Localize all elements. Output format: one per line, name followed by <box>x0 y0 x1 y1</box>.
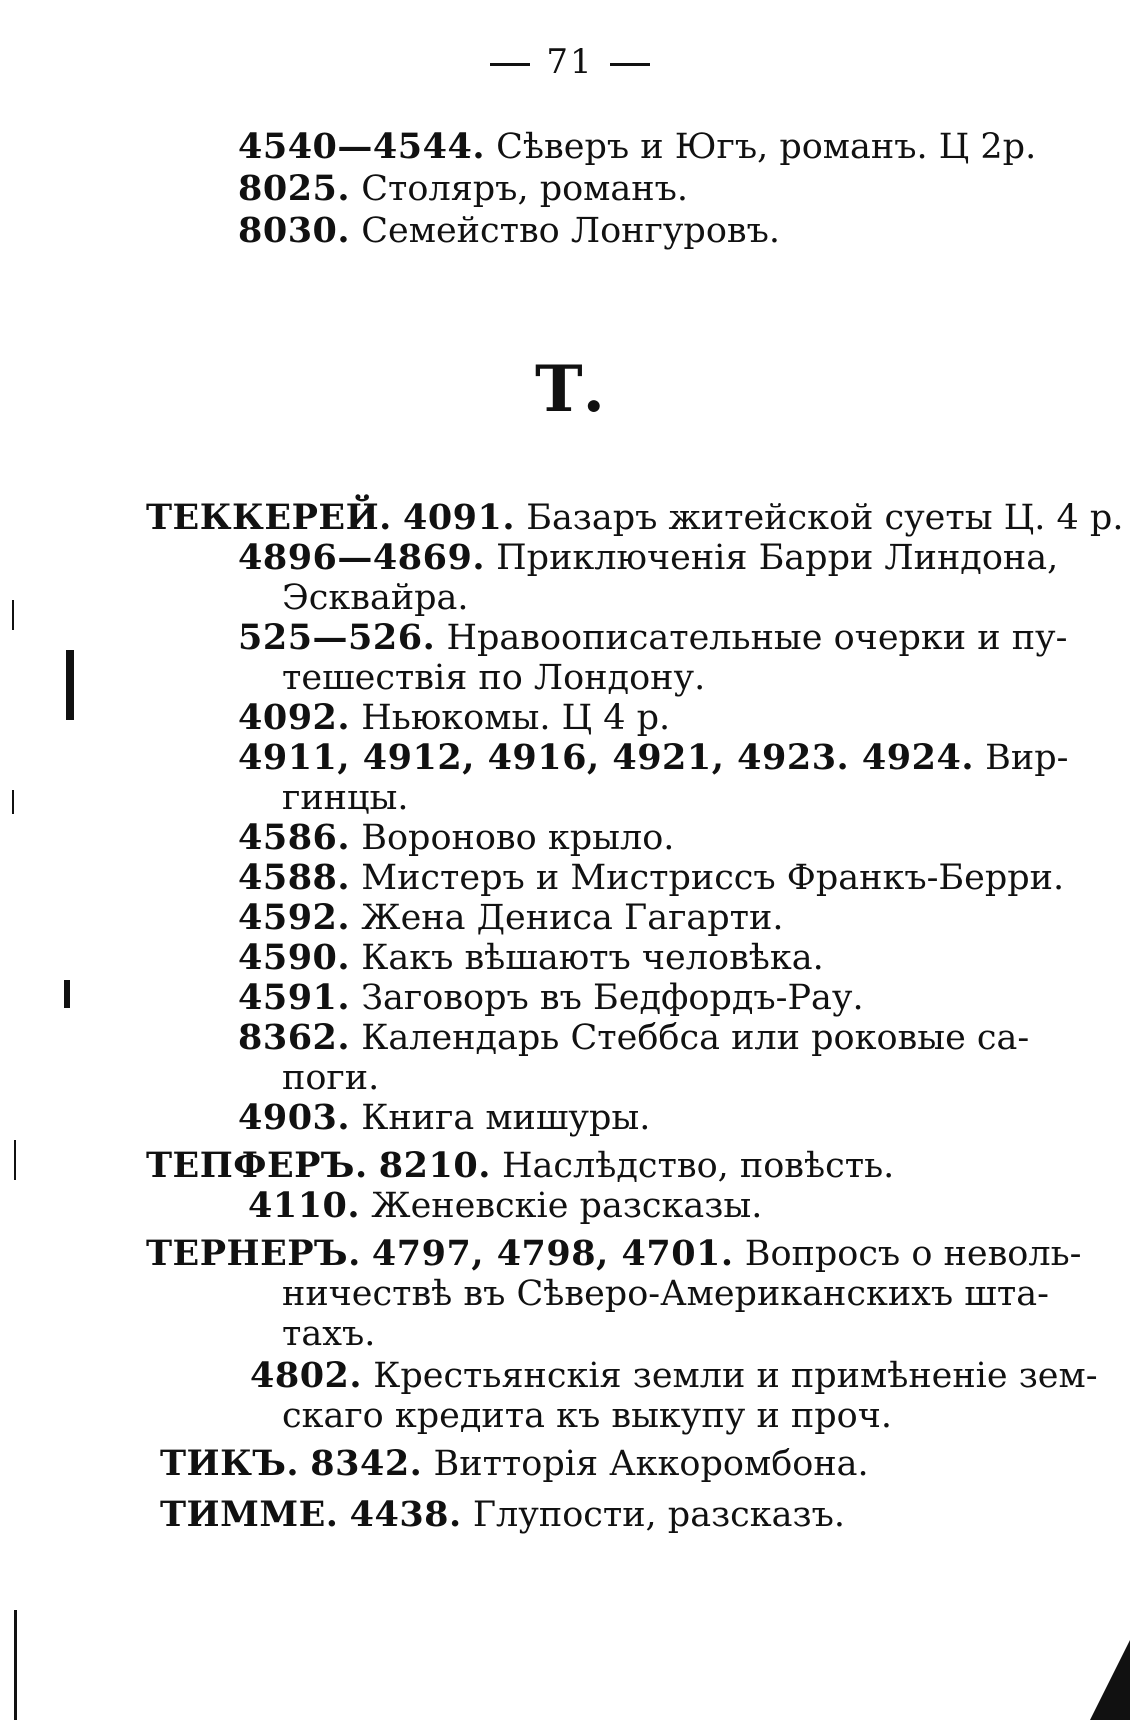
entry-line <box>248 1185 762 1227</box>
entry-title: Базаръ житейской суеты Ц. 4 р. <box>526 498 1124 538</box>
author-name: ТЕККЕРЕЙ. <box>146 497 392 538</box>
continuation-line <box>282 777 408 819</box>
scan-speck <box>12 790 14 814</box>
author-name: ТИММЕ. <box>160 1494 339 1535</box>
author-entry <box>160 1443 869 1485</box>
entry-line <box>238 168 688 210</box>
entry-line <box>238 977 864 1019</box>
entry-title: Приключенія Барри Линдона, <box>496 538 1059 578</box>
continuation-line <box>282 1313 375 1355</box>
entry-number: 4091. <box>402 497 516 538</box>
entry-number: 4092. <box>238 697 351 738</box>
entry-line <box>250 1355 1098 1397</box>
continuation-line <box>282 1273 1049 1315</box>
entry-number: 4592. <box>238 897 351 938</box>
entry-title: Жена Дениса Гагарти. <box>361 898 784 938</box>
entry-line <box>238 1097 650 1139</box>
entry-line <box>238 210 780 252</box>
entry-title: Наслѣдство, повѣсть. <box>502 1146 895 1186</box>
entry-title: Столяръ, романъ. <box>361 169 688 209</box>
entry-title: Витторія Аккоромбона. <box>433 1444 869 1484</box>
entry-number: 4438. <box>349 1494 462 1535</box>
scan-corner-shadow <box>1090 1640 1130 1720</box>
entry-title: Семейство Лонгуровъ. <box>361 211 780 251</box>
entry-title: Вир- <box>985 738 1069 778</box>
entry-title: Крестьянскія земли и примѣненіе зем- <box>373 1356 1098 1396</box>
entry-title: Какъ вѣшаютъ человѣка. <box>361 938 824 978</box>
author-entry <box>146 1145 894 1187</box>
entry-number: 525—526. <box>238 617 436 658</box>
entry-title: Глупости, разсказъ. <box>472 1495 845 1535</box>
entry-number: 4586. <box>238 817 351 858</box>
entry-title: Женевскіе разсказы. <box>371 1186 763 1226</box>
entry-number: 8030. <box>238 210 351 251</box>
scan-blot <box>66 650 74 720</box>
entry-line <box>238 697 670 739</box>
continuation-line <box>282 577 469 619</box>
author-entry <box>146 1233 1081 1275</box>
entry-number: 4903. <box>238 1097 351 1138</box>
dash-right <box>610 63 650 66</box>
entry-title: поги. <box>282 1058 380 1098</box>
author-entry <box>160 1494 845 1536</box>
entry-title: Эсквайра. <box>282 578 469 618</box>
entry-line <box>238 126 1036 168</box>
continuation-line <box>282 1395 892 1437</box>
entry-number: 4110. <box>248 1185 361 1226</box>
entry-line <box>238 897 784 939</box>
entry-number: 4588. <box>238 857 351 898</box>
entry-number: 4802. <box>250 1355 363 1396</box>
continuation-line <box>282 1057 379 1099</box>
entry-line <box>238 817 674 859</box>
author-name: ТЕПФЕРЪ. <box>146 1145 368 1186</box>
scan-blot <box>64 980 70 1008</box>
entry-line <box>238 737 1068 779</box>
entry-title: Вопросъ о неволь- <box>744 1234 1082 1274</box>
entry-line <box>238 857 1064 899</box>
entry-title: скаго кредита къ выкупу и проч. <box>282 1396 892 1436</box>
author-entry <box>146 497 1123 539</box>
entry-title: Календарь Стеббса или роковые са- <box>361 1018 1030 1058</box>
scan-speck <box>14 1140 16 1180</box>
entry-line <box>238 937 824 979</box>
entry-title: ничествѣ въ Сѣверо-Американскихъ шта- <box>282 1274 1049 1314</box>
entry-number: 4591. <box>238 977 351 1018</box>
section-letter: Т. <box>535 352 605 427</box>
entry-line <box>238 1017 1029 1059</box>
entry-title: Ньюкомы. Ц 4 р. <box>361 698 671 738</box>
entry-line <box>238 617 1067 659</box>
entry-number: 4540—4544. <box>238 126 486 167</box>
dash-left <box>490 63 530 66</box>
entry-title: Сѣверъ и Югъ, романъ. Ц 2р. <box>496 127 1037 167</box>
entry-number: 4797, 4798, 4701. <box>371 1233 734 1274</box>
page-number: 71 <box>0 42 1140 82</box>
entry-title: Книга мишуры. <box>361 1098 651 1138</box>
entry-title: Заговоръ въ Бедфордъ-Рау. <box>361 978 864 1018</box>
entry-line <box>238 537 1058 579</box>
entry-title: Нравоописательные очерки и пу- <box>446 618 1068 658</box>
entry-title: гинцы. <box>282 778 409 818</box>
entry-title: тешествія по Лондону. <box>282 658 706 698</box>
scan-speck <box>12 600 14 630</box>
entry-number: 4590. <box>238 937 351 978</box>
entry-number: 8362. <box>238 1017 351 1058</box>
author-name: ТЕРНЕРЪ. <box>146 1233 361 1274</box>
entry-title: Вороново крыло. <box>361 818 675 858</box>
entry-number: 8210. <box>378 1145 491 1186</box>
scan-edge-line <box>14 1610 17 1720</box>
author-name: ТИКЪ. <box>160 1443 300 1484</box>
continuation-line <box>282 657 705 699</box>
entry-title: Мистеръ и Мистриссъ Франкъ-Берри. <box>361 858 1065 898</box>
entry-number: 8342. <box>310 1443 423 1484</box>
entry-title: тахъ. <box>282 1314 376 1354</box>
entry-number: 4911, 4912, 4916, 4921, 4923. 4924. <box>238 737 975 778</box>
entry-number: 4896—4869. <box>238 537 486 578</box>
entry-number: 8025. <box>238 168 351 209</box>
